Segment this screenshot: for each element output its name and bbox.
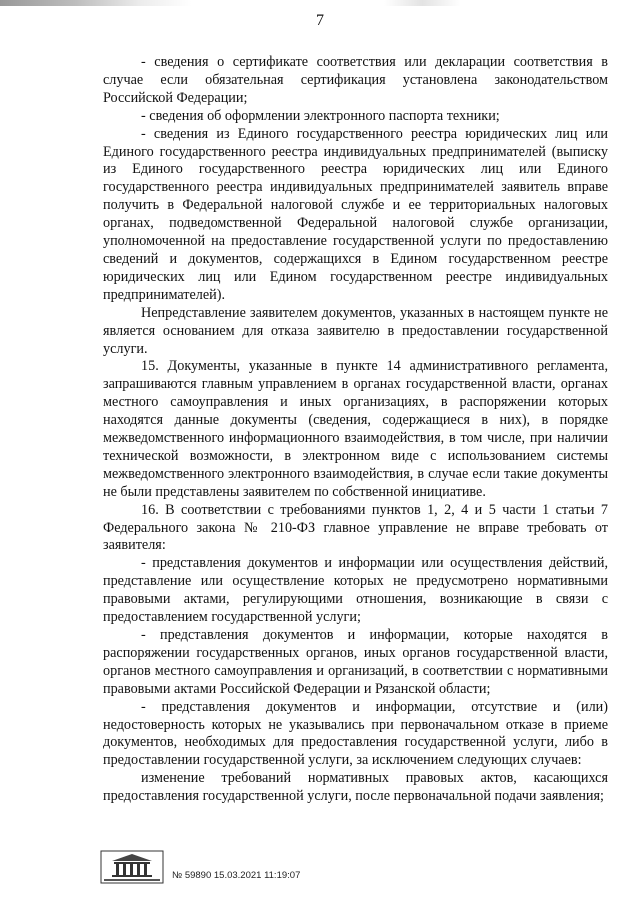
paragraph-registry-info: - сведения из Единого государственного реестра юридических лиц или Единого государственного реестра индивидуальных предпринимателей (выписку из Единого государственного реестра юридических лиц или Единого государственного реестра индивидуальных предпринимателей заявитель вправе получить в Федеральной налоговой службе и ее территориальных налоговых органах, подведомственной Федеральной налоговой службе организации, уполномоченной на предоставление государственной услуги по предоставлению сведений и документов, содержащихся в Едином государственном реестре юридических лиц или Едином государственном реестре индивидуальных предпринимателей). [103, 125, 608, 303]
paragraph-clause-16: 16. В соответствии с требованиями пунктов 1, 2, 4 и 5 части 1 статьи 7 Федерального закона № 210-ФЗ главное управление не вправе требовать от заявителя: [103, 501, 608, 554]
government-building-stamp-icon [100, 850, 164, 884]
document-body [103, 54, 608, 806]
paragraph-clause-15: 15. Документы, указанные в пункте 14 административного регламента, запрашиваются главным управлением в органах государственной власти, органах местного самоуправления и иных организациях, в распоряжении которых находятся данные документы (сведения, содержащиеся в них), в порядке межведомственного информационного взаимодействия, в том числе, при наличии технической возможности, в электронном виде с использованием системы межведомственного электронного взаимодействия, в случае если такие документы не были представлены заявителем по собственной инициативе. [103, 358, 608, 500]
page-number: 7 [316, 12, 324, 29]
registry-stamp: № 59890 15.03.2021 11:19:07 [172, 870, 301, 881]
paragraph-requirements-change: изменение требований нормативных правовых актов, касающихся предоставления государственной услуги, после первоначальной подачи заявления; [103, 770, 608, 805]
paragraph-item-documents: - представления документов и информации, которые находятся в распоряжении государственных органов, иных органов государственной власти, органов местного самоуправления и организаций, в соответствии с нормативными правовыми актами Российской Федерации и Рязанской области; [103, 627, 608, 697]
paragraph-certificate-info: - сведения о сертификате соответствия или декларации соответствия в случае если обязательная сертификация установлена законодательством Российской Федерации; [103, 54, 608, 106]
paragraph-non-submission: Непредставление заявителем документов, указанных в настоящем пункте не является основанием для отказа заявителю в предоставлении государственной услуги. [103, 304, 608, 357]
scan-edge-artifact [0, 0, 640, 6]
page-footer [100, 850, 520, 890]
paragraph-electronic-passport: - сведения об оформлении электронного паспорта техники; [141, 107, 500, 124]
paragraph-item-actions: - представления документов и информации или осуществления действий, представление или осуществление которых не предусмотрено нормативными правовыми актами, регулирующими отношения, возникающие в связи с предоставлением государственной услуги; [103, 555, 608, 626]
paragraph-item-refusal: - представления документов и информации, отсутствие и (или) недостоверность которых не указывались при первоначальном отказе в приеме документов, необходимых для предоставления государственной услуги, либо в предоставлении государственной услуги, за исключением следующих случаев: [103, 698, 608, 769]
